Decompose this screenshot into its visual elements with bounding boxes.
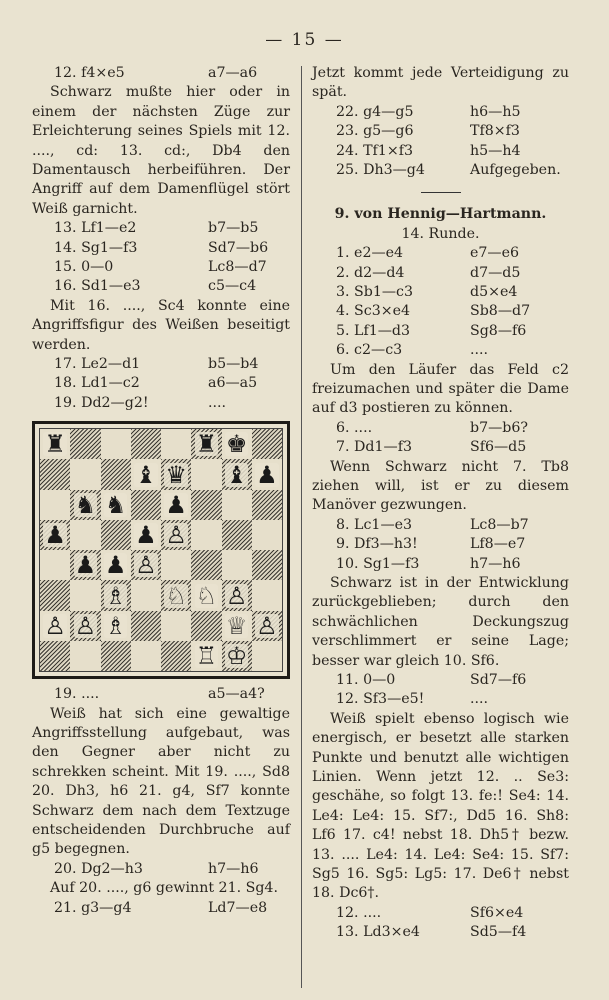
board-square xyxy=(131,611,161,641)
white-move: 24. Tf1×f3 xyxy=(336,142,413,159)
chess-piece: ♟ xyxy=(44,521,66,550)
chess-diagram xyxy=(32,421,290,679)
commentary-paragraph: Auf 20. ...., g6 gewinnt 21. Sg4. xyxy=(50,880,278,897)
chess-piece: ♛ xyxy=(165,460,187,489)
chess-piece: ♘ xyxy=(165,581,187,610)
chess-piece: ♟ xyxy=(135,521,157,550)
board-square xyxy=(161,520,191,550)
board-square xyxy=(131,490,161,520)
move-line xyxy=(312,322,569,341)
white-move: 11. 0—0 xyxy=(336,671,396,688)
black-move: Ld7—e8 xyxy=(208,899,268,916)
board-square xyxy=(40,429,70,459)
chess-piece: ♕ xyxy=(225,611,248,640)
chess-piece: ♖ xyxy=(195,642,218,671)
white-move: 8. Lc1—e3 xyxy=(336,516,413,533)
black-move: Lc8—d7 xyxy=(208,259,267,276)
board-square xyxy=(161,490,191,520)
white-move: 4. Sc3×e4 xyxy=(336,303,411,320)
white-move: 12. f4×e5 xyxy=(54,65,125,81)
board-square xyxy=(222,550,252,580)
move-line xyxy=(312,690,569,709)
board-square xyxy=(101,550,131,580)
board-square xyxy=(131,459,161,489)
move-line xyxy=(312,671,569,690)
commentary-paragraph: Um den Läufer das Feld c2 freizumachen und später die Dame auf d3 postieren zu können. xyxy=(312,361,569,417)
board-square xyxy=(222,459,252,489)
chess-piece: ♜ xyxy=(44,430,66,459)
board-square xyxy=(191,520,221,550)
board-square xyxy=(70,580,100,610)
board-square xyxy=(101,611,131,641)
board-square xyxy=(40,520,70,550)
board-square xyxy=(131,641,161,671)
board-square xyxy=(70,459,100,489)
commentary-paragraph: Jetzt kommt jede Verteidigung zu spät. xyxy=(312,65,569,101)
board-square xyxy=(222,611,252,641)
commentary-paragraph: Weiß hat sich eine gewaltige Angriffsstellung aufgebaut, was den Gegner aber nicht zu schrekken scheint. Mit 19. ...., Sd8 20. Dh3, h6 21. g4, Sf7 konnte Schwarz dem nach dem Textzuge entscheidenden Durchbruche auf g5 begegnen. xyxy=(32,705,290,858)
move-line xyxy=(312,555,569,574)
white-move: 1. e2—e4 xyxy=(336,245,404,262)
black-move: d7—d5 xyxy=(470,264,521,281)
white-move: 12. .... xyxy=(336,904,382,921)
board-square xyxy=(40,550,70,580)
chess-piece: ♚ xyxy=(225,430,248,459)
board-square xyxy=(191,641,221,671)
white-move: 5. Lf1—d3 xyxy=(336,322,411,339)
move-line xyxy=(312,516,569,535)
black-move: Aufgegeben. xyxy=(470,161,561,178)
board-square xyxy=(252,490,282,520)
move-line xyxy=(312,103,569,122)
board-square xyxy=(101,459,131,489)
black-move: a6—a5 xyxy=(208,375,258,392)
chess-piece: ♙ xyxy=(165,521,187,550)
black-move: .... xyxy=(470,691,489,708)
move-line xyxy=(32,239,290,258)
chess-piece: ♝ xyxy=(135,460,157,489)
left-column xyxy=(32,64,290,918)
white-move: 6. .... xyxy=(336,419,373,436)
black-move: a7—a6 xyxy=(208,65,258,81)
board-square xyxy=(161,429,191,459)
chess-piece: ♗ xyxy=(104,581,127,610)
move-line xyxy=(32,860,290,879)
board-square xyxy=(252,641,282,671)
board-square xyxy=(191,459,221,489)
white-move: 6. c2—c3 xyxy=(336,342,403,359)
board-square xyxy=(161,580,191,610)
board-square xyxy=(252,611,282,641)
move-line xyxy=(312,341,569,360)
chess-piece: ♞ xyxy=(104,490,127,519)
board-square xyxy=(191,490,221,520)
white-move: 7. Dd1—f3 xyxy=(336,439,412,456)
commentary-paragraph: Schwarz ist in der Entwicklung zurückgeblieben; durch den schwächlichen Deckungszug verschlimmert er seine Lage; besser war gleich 10. Sf6. xyxy=(312,574,569,669)
move-line xyxy=(32,64,290,83)
board-square xyxy=(161,611,191,641)
board-square xyxy=(70,429,100,459)
white-move: 22. g4—g5 xyxy=(336,103,414,120)
page-number: — 15 — xyxy=(265,30,344,50)
black-move: c5—c4 xyxy=(208,278,257,295)
chess-piece: ♗ xyxy=(104,611,127,640)
white-move: 2. d2—d4 xyxy=(336,264,405,281)
white-move: 18. Ld1—c2 xyxy=(54,375,140,392)
board-square xyxy=(252,550,282,580)
move-line xyxy=(312,161,569,180)
white-move: 10. Sg1—f3 xyxy=(336,555,420,572)
white-move: 19. Dd2—g2! xyxy=(54,394,149,411)
white-move: 19. .... xyxy=(54,686,100,703)
board-square xyxy=(70,490,100,520)
white-move: 15. 0—0 xyxy=(54,259,114,276)
black-move: d5×e4 xyxy=(470,283,518,300)
column-divider xyxy=(301,66,302,988)
board-square xyxy=(101,429,131,459)
chess-piece: ♟ xyxy=(256,460,278,489)
white-move: 3. Sb1—c3 xyxy=(336,283,414,300)
left-column-bottom xyxy=(32,685,290,918)
board-square xyxy=(252,429,282,459)
white-move: 9. Df3—h3! xyxy=(336,536,418,553)
board-square xyxy=(70,641,100,671)
move-line xyxy=(312,142,569,161)
white-move: 13. Lf1—e2 xyxy=(54,220,137,237)
chess-piece: ♘ xyxy=(195,581,218,610)
black-move: h7—h6 xyxy=(208,860,259,877)
board-square xyxy=(40,580,70,610)
black-move: b7—b6? xyxy=(470,419,529,436)
board-square xyxy=(101,520,131,550)
game-title: 9. von Hennig—Hartmann. xyxy=(334,206,547,223)
board-square xyxy=(40,611,70,641)
right-column-content xyxy=(312,64,569,943)
board-square xyxy=(191,429,221,459)
white-move: 16. Sd1—e3 xyxy=(54,278,141,295)
black-move: Sb8—d7 xyxy=(470,303,531,320)
board-square xyxy=(131,429,161,459)
move-line xyxy=(312,122,569,141)
move-line xyxy=(312,438,569,457)
black-move: Lf8—e7 xyxy=(470,536,526,553)
black-move: Sf6×e4 xyxy=(470,904,524,921)
commentary-paragraph: Mit 16. ...., Sc4 konnte eine Angriffsfigur des Weißen beseitigt werden. xyxy=(32,297,290,353)
black-move: a5—a4? xyxy=(208,686,265,703)
move-line xyxy=(312,419,569,438)
move-line xyxy=(32,394,290,413)
move-line xyxy=(32,355,290,374)
board-square xyxy=(222,429,252,459)
black-move: b5—b4 xyxy=(208,356,259,373)
chess-piece: ♙ xyxy=(74,611,97,640)
move-line xyxy=(32,899,290,918)
white-move: 13. Ld3×e4 xyxy=(336,924,420,941)
move-line xyxy=(32,374,290,393)
white-move: 20. Dg2—h3 xyxy=(54,860,143,877)
chess-piece: ♙ xyxy=(44,611,66,640)
board-square xyxy=(101,580,131,610)
black-move: h5—h4 xyxy=(470,142,521,159)
section-separator xyxy=(421,192,461,193)
white-move: 17. Le2—d1 xyxy=(54,356,141,373)
board-square xyxy=(161,550,191,580)
board-square xyxy=(40,641,70,671)
move-line xyxy=(312,904,569,923)
board-square xyxy=(70,611,100,641)
black-move: Sd7—f6 xyxy=(470,671,527,688)
board-square xyxy=(222,490,252,520)
move-line xyxy=(32,277,290,296)
board-square xyxy=(40,490,70,520)
black-move: Sd7—b6 xyxy=(208,239,269,256)
black-move: Sg8—f6 xyxy=(470,322,527,339)
move-line xyxy=(32,258,290,277)
black-move: h7—h6 xyxy=(470,555,521,572)
board-square xyxy=(70,520,100,550)
move-line xyxy=(32,219,290,238)
board-square xyxy=(222,641,252,671)
white-move: 21. g3—g4 xyxy=(54,899,132,916)
board-square xyxy=(191,550,221,580)
black-move: Tf8×f3 xyxy=(470,123,520,140)
left-column-top xyxy=(32,64,290,413)
board-square xyxy=(222,520,252,550)
commentary-paragraph: Schwarz mußte hier oder in einem der nächsten Züge zur Erleichterung seines Spiels mit 12. ...., cd: 13. cd:, Db4 den Damentausch herbeiführen. Der Angriff auf dem Damenflügel stört Weiß garnicht. xyxy=(32,84,290,217)
chess-piece: ♔ xyxy=(225,642,248,671)
right-column xyxy=(312,64,569,943)
board-square xyxy=(252,520,282,550)
board-square xyxy=(131,580,161,610)
move-line xyxy=(312,923,569,942)
chess-piece: ♟ xyxy=(104,551,127,580)
black-move: Sd5—f4 xyxy=(470,924,527,941)
board-square xyxy=(101,641,131,671)
board-square xyxy=(40,459,70,489)
black-move: Sf6—d5 xyxy=(470,439,527,456)
white-move: 25. Dh3—g4 xyxy=(336,161,425,178)
chess-piece: ♟ xyxy=(74,551,97,580)
board-square xyxy=(191,580,221,610)
move-line xyxy=(312,283,569,302)
black-move: e7—e6 xyxy=(470,245,520,262)
white-move: 12. Sf3—e5! xyxy=(336,691,425,708)
white-move: 14. Sg1—f3 xyxy=(54,239,138,256)
board-square xyxy=(252,459,282,489)
board-square xyxy=(222,580,252,610)
chess-piece: ♙ xyxy=(225,581,248,610)
chess-board xyxy=(39,428,283,672)
board-square xyxy=(101,490,131,520)
chess-piece: ♞ xyxy=(74,490,97,519)
board-square xyxy=(161,459,191,489)
move-line xyxy=(32,685,290,704)
board-square xyxy=(191,611,221,641)
commentary-paragraph: Wenn Schwarz nicht 7. Tb8 ziehen will, ist er zu diesem Manöver gezwungen. xyxy=(312,458,569,514)
move-line xyxy=(312,264,569,283)
black-move: .... xyxy=(470,342,489,359)
chess-piece: ♝ xyxy=(225,460,248,489)
black-move: b7—b5 xyxy=(208,220,259,237)
chess-piece: ♙ xyxy=(135,551,157,580)
black-move: h6—h5 xyxy=(470,103,521,120)
board-square xyxy=(70,550,100,580)
move-line xyxy=(312,302,569,321)
chess-piece: ♜ xyxy=(195,430,218,459)
board-square xyxy=(161,641,191,671)
white-move: 23. g5—g6 xyxy=(336,123,414,140)
board-square xyxy=(252,580,282,610)
move-line xyxy=(312,535,569,554)
black-move: Lc8—b7 xyxy=(470,516,529,533)
chess-piece: ♙ xyxy=(256,611,278,640)
move-line xyxy=(312,244,569,263)
black-move: .... xyxy=(208,394,227,411)
chess-piece: ♟ xyxy=(165,490,187,519)
commentary-paragraph: Weiß spielt ebenso logisch wie energisch, er besetzt alle starken Punkte und benutzt alle wichtigen Linien. Wenn jetzt 12. .. Se3: geschähe, so folgt 13. fe:! Se4: 14. Le4: Le4: 15. Sf7:, Dd5 16. Sh8: Lf6 17. c4! nebst 18. Dh5† bezw. 13. .... Le4: 14. Le4: Se4: 15. Sf7: Sg5 16. Sg5: Lg5: 17. De6† nebst 18. Dc6†. xyxy=(312,710,569,902)
board-square xyxy=(131,520,161,550)
round-label: 14. Runde. xyxy=(401,225,480,242)
board-square xyxy=(131,550,161,580)
